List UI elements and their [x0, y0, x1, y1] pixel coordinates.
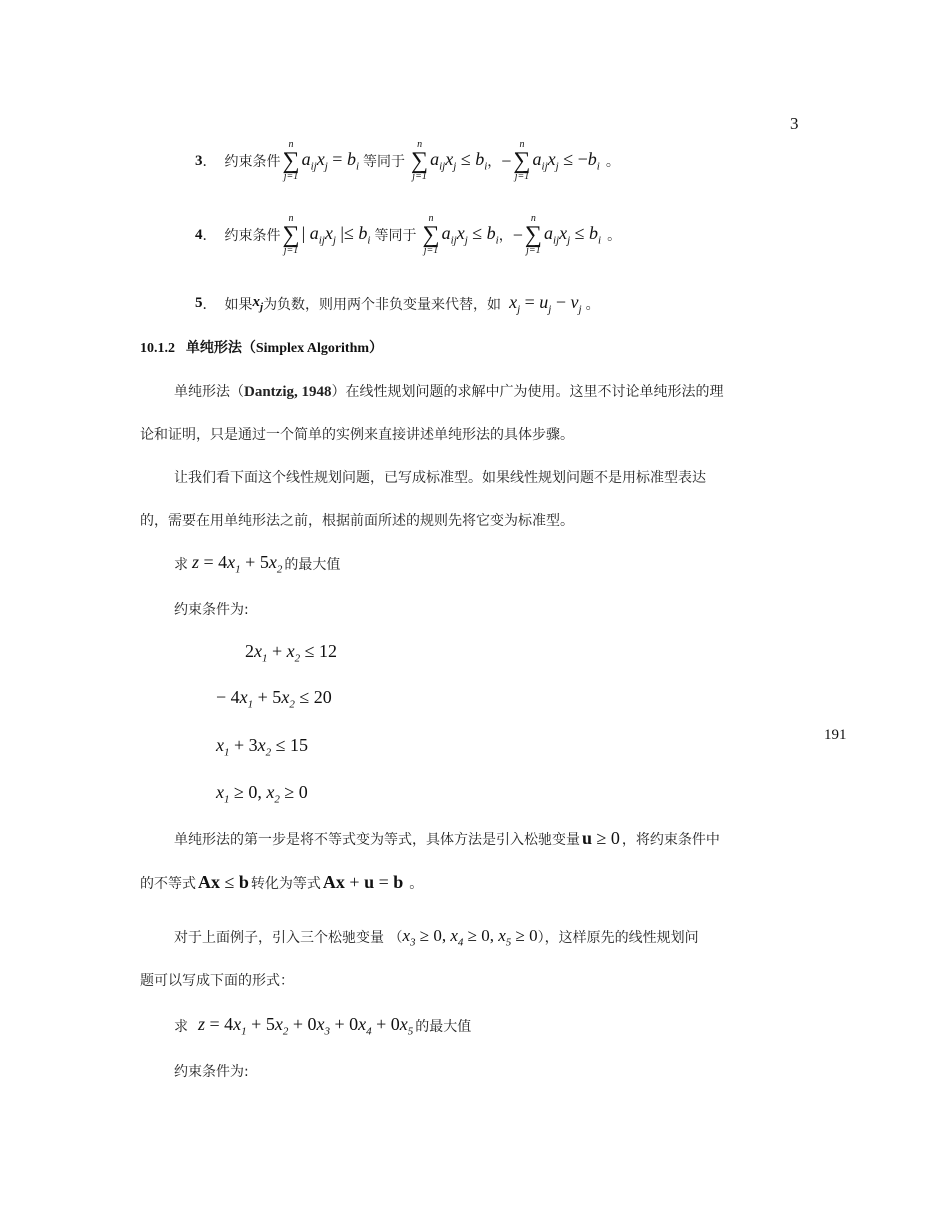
summation-symbol: n ∑ j=1	[513, 139, 531, 182]
inequality: $a_{ij}x_j \le b_i$	[441, 223, 499, 247]
paragraph-line: 单纯形法（Dantzig, 1948）在线性规划问题的求解中广为使用。这里不讨论单纯形法的理	[174, 384, 724, 400]
constraint-nonneg: $x_1 \ge 0$, $x_2 \ge 0$	[216, 782, 308, 806]
equivalence-text: 等同于	[363, 154, 406, 170]
rule-5: 5 ． 如果 $x_j$ 为负数，则用两个非负变量来代替，如 $x_j = u_j - v_j$ 。	[195, 292, 600, 316]
rule-label: 约束条件	[224, 228, 281, 244]
constraints-label: 约束条件为:	[174, 1064, 249, 1080]
slack-variables-formula: $x_3 \ge 0$, $x_4 \ge 0$, $x_5 \ge 0$	[402, 926, 538, 949]
inequality: $a_{ij}x_j \le b_i$	[430, 149, 488, 173]
page-number-side: 191	[824, 727, 847, 743]
rule-3: 3 ． 约束条件 n ∑ j=1 $a_{ij}x_j = b_i$ 等同于 n ∑ j=1 $a_{ij}x_j \le b_i$ ， − n ∑ j=1 $a_{ij}x_j \le -b_i$ 。	[195, 139, 620, 182]
equivalence-text: 等同于	[374, 228, 417, 244]
objective-formula: $z = 4x_1 + 5x_2 + 0x_3 + 0x_4 + 0x_5$	[198, 1014, 414, 1038]
section-heading: 10.1.2 单纯形法（Simplex Algorithm）	[140, 340, 384, 356]
summation-symbol: n ∑ j=1	[422, 213, 440, 256]
summation-symbol: n ∑ j=1	[411, 139, 429, 182]
constraint-3: $x_1 + 3x_2 \le 15$	[216, 735, 309, 759]
summation-symbol: n ∑ j=1	[282, 213, 300, 256]
constraints-label: 约束条件为:	[174, 602, 249, 618]
rule-label: 约束条件	[224, 154, 281, 170]
paragraph-line: 的不等式 Ax ≤ b 转化为等式 Ax + u = b 。	[140, 872, 424, 892]
variable: $x_j$	[252, 294, 264, 314]
rule-4: 4 ． 约束条件 n ∑ j=1 | $a_{ij}x_j$ |≤ $b_i$ 等同于 n ∑ j=1 $a_{ij}x_j \le b_i$ ， − n ∑ j=1 $a_{ij}x_j \le b_i$ 。	[195, 213, 622, 256]
paragraph-line: 单纯形法的第一步是将不等式变为等式，具体方法是引入松驰变量 u ≥ 0 ，将约束条件中	[174, 828, 720, 848]
objective-function-extended: 求 $z = 4x_1 + 5x_2 + 0x_3 + 0x_4 + 0x_5$ 的最大值	[174, 1014, 472, 1038]
separator: ，	[487, 154, 502, 170]
constraint-2: − $4x_1 + 5x_2 \le 20$	[216, 687, 332, 711]
slack-vector-formula: u ≥ 0	[582, 828, 620, 848]
equation: $a_{ij}x_j = b_i$	[301, 149, 360, 173]
rule-number: 3	[195, 152, 203, 169]
paragraph-line: 题可以写成下面的形式：	[140, 973, 294, 989]
paragraph-line: 让我们看下面这个线性规划问题，已写成标准型。如果线性规划问题不是用标准型表达	[174, 470, 706, 486]
absolute-inequality: | $a_{ij}x_j$ |≤ $b_i$	[301, 223, 371, 247]
period: 。	[585, 296, 600, 313]
paragraph-line: 论和证明，只是通过一个简单的实例来直接讲述单纯形法的具体步骤。	[140, 427, 574, 443]
inequality: $a_{ij}x_j \le b_i$	[543, 223, 602, 247]
objective-formula: $z = 4x_1 + 5x_2$	[192, 552, 283, 576]
summation-symbol: n ∑ j=1	[282, 139, 300, 182]
summation-symbol: n ∑ j=1	[524, 213, 542, 256]
page-number-top: 3	[790, 114, 799, 133]
rule-number: 4	[195, 226, 203, 243]
inequality-formula: Ax ≤ b	[198, 872, 249, 892]
rule-text: 为负数，则用两个非负变量来代替，如	[263, 296, 502, 313]
period: 。	[605, 154, 620, 170]
period: 。	[607, 228, 622, 244]
substitution-formula: $x_j = u_j - v_j$	[509, 292, 582, 316]
constraint-1: $2x_1 + x_2 \le 12$	[245, 641, 338, 665]
rule-number: 5	[195, 295, 203, 312]
objective-function: 求 $z = 4x_1 + 5x_2$ 的最大值	[174, 552, 341, 576]
inequality-negated: $a_{ij}x_j \le -b_i$	[532, 149, 600, 173]
rule-text: 如果	[224, 296, 253, 313]
equality-formula: Ax + u = b	[322, 872, 404, 892]
paragraph-line: 的，需要在用单纯形法之前，根据前面所述的规则先将它变为标准型。	[140, 513, 574, 529]
separator: ，	[498, 228, 513, 244]
paragraph-line: 对于上面例子，引入三个松驰变量 （ $x_3 \ge 0$, $x_4 \ge 0$, $x_5 \ge 0$ ），这样原先的线性规划问	[174, 926, 699, 949]
